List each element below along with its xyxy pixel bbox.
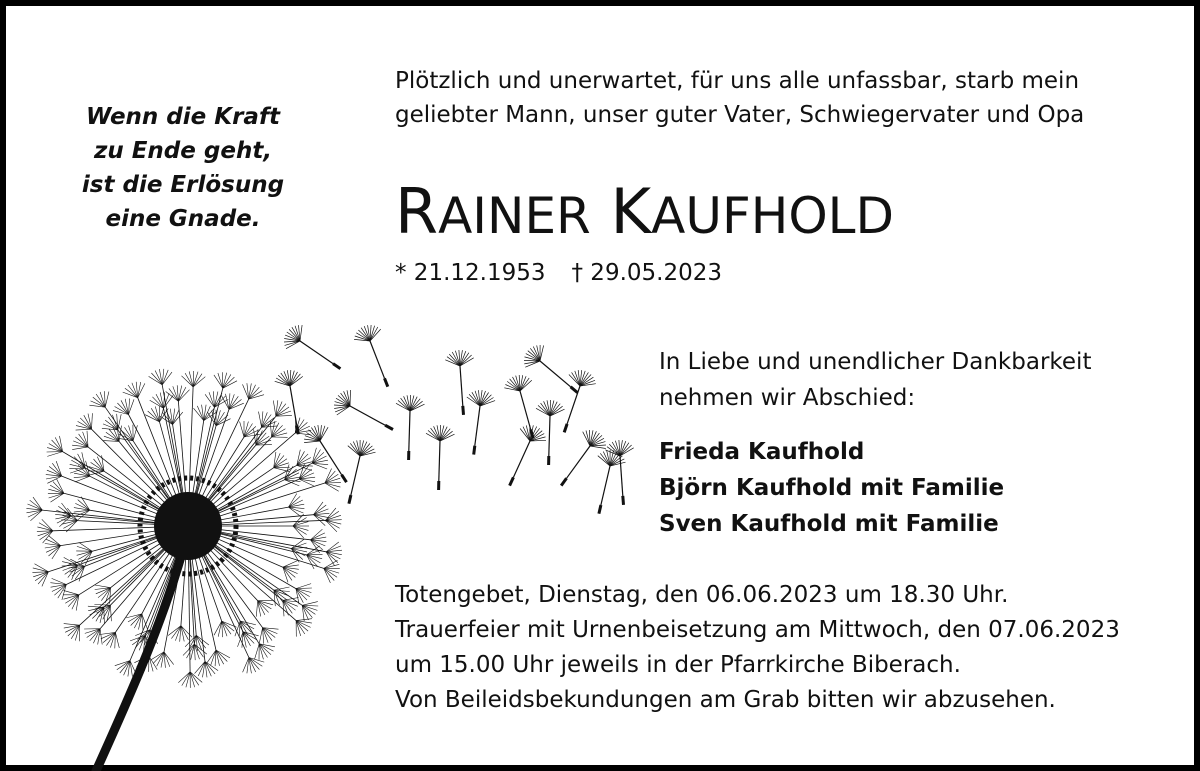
life-dates [395,256,722,290]
intro-text [395,64,1084,132]
thanks-line: nehmen wir Abschied: [659,385,916,411]
quote-line: zu Ende geht, [93,138,273,164]
service-line: um 15.00 Uhr jeweils in der Pfarrkirche Biberach. [395,652,961,678]
death-date: † 29.05.2023 [571,260,722,286]
thanks-text [659,344,1091,416]
intro-line: geliebter Mann, unser guter Vater, Schwiegervater und Opa [395,102,1085,128]
service-line: Totengebet, Dienstag, den 06.06.2023 um 18.30 Uhr. [395,582,1009,608]
last-name-rest: AUFHOLD [651,187,895,245]
quote-line: eine Gnade. [105,206,261,232]
last-name-initial: K [610,175,652,248]
intro-line: Plötzlich und unerwartet, für uns alle unfassbar, starb mein [395,68,1080,94]
quote-block [58,100,308,236]
mourner-name: Björn Kaufhold mit Familie [659,475,1005,501]
first-name-initial: R [395,175,439,248]
quote-line: Wenn die Kraft [86,104,280,130]
mourner-name: Sven Kaufhold mit Familie [659,511,999,537]
service-line: Von Beileidsbekundungen am Grab bitten wir abzusehen. [395,687,1056,713]
quote-line: ist die Erlösung [81,172,285,198]
first-name-rest: AINER [438,187,591,245]
thanks-line: In Liebe und unendlicher Dankbarkeit [659,349,1092,375]
mourner-name: Frieda Kaufhold [659,439,865,465]
service-line: Trauerfeier mit Urnenbeisetzung am Mittwoch, den 07.06.2023 [395,617,1120,643]
birth-date: * 21.12.1953 [395,260,546,286]
service-info [395,578,1120,718]
mourners-list [659,434,1004,542]
deceased-name [395,172,894,256]
